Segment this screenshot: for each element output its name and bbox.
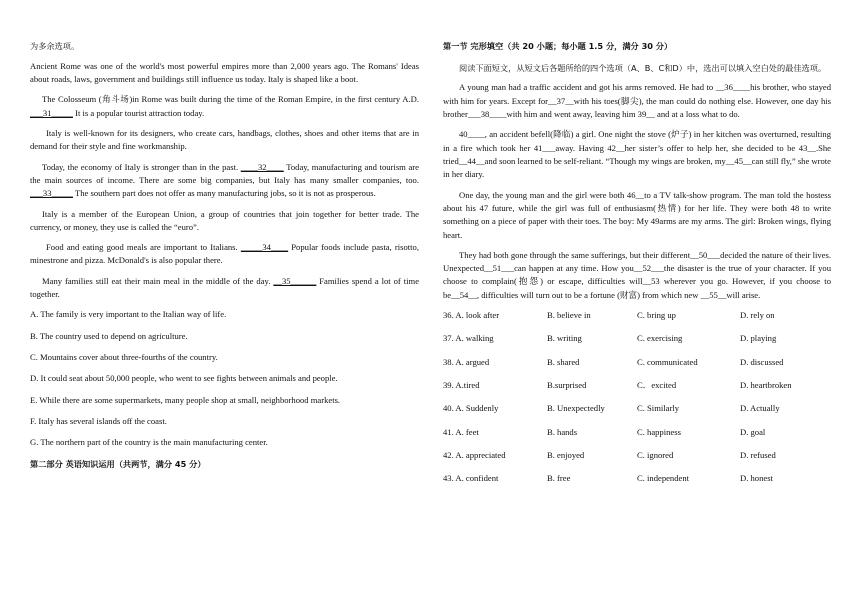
choice-c: C. Similarly [637, 403, 680, 414]
cloze-paragraph-1: A young man had a traffic accident and got his arms removed. He had to __36____his brother, who stayed with him for years. Except for__37__with his toes(脚尖), the man could do nothing else. However, one day his brother___38____with him and went away, leaving him 39__ and at a loss what to do. [443, 82, 831, 120]
choice-row [443, 379, 831, 395]
option-d: D. It could seat about 50,000 people, who went to see fights between animals and people. [30, 373, 338, 384]
option-b: B. The country used to depend on agriculture. [30, 330, 188, 341]
choice-b: B. hands [547, 426, 578, 437]
choice-c: C. ignored [637, 449, 674, 460]
blank-32: ____32____ [240, 161, 284, 172]
passage-paragraph-5: Italy is a member of the European Union, a group of countries that join together for better trade. The currency, or money, they use is called the “euro”. [30, 208, 419, 232]
passage-paragraph-7: Many families still eat their main meal in the middle of the day. __35______ Families spend a lot of time together. [30, 275, 420, 300]
choice-b: B. enjoyed [547, 449, 585, 460]
choice-d: D. goal [740, 426, 766, 437]
choice-row [443, 309, 831, 325]
choice-b: B. Unexpectedly [547, 403, 605, 414]
choice-a: 41. A. feet [443, 426, 479, 437]
cloze-paragraph-4: They had both gone through the same sufferings, but their different__50___decided the nature of their lives. Unexpected__51___can happen at any time. How you__52___the disaster is the true of your character. If you choose to complain(抱怨) or escape, difficulties will__53 wherever you go. However, if you choose to be__54__, difficulties will turn out to be a fortune (财富) from which new __55__will arise. [443, 249, 831, 300]
choice-a: 42. A. appreciated [443, 449, 506, 460]
choice-a: 36. A. look after [443, 310, 500, 321]
section-one-heading: 第一节 完形填空（共 20 小题；每小题 1.5 分，满分 30 分） [443, 41, 673, 51]
option-g: G. The northern part of the country is the main manufacturing center. [30, 437, 268, 448]
blank-33: ___33_____ [30, 188, 73, 199]
choice-row [443, 449, 831, 465]
choice-d: D. Actually [740, 403, 780, 414]
option-a: A. The family is very important to the Italian way of life. [30, 309, 227, 320]
choice-a: 38. A. argued [443, 356, 490, 367]
choice-c: C. exercising [637, 333, 683, 344]
choice-row [443, 332, 831, 348]
choice-d: D. discussed [740, 356, 784, 367]
choice-b: B.surprised [547, 379, 587, 390]
right-column [443, 40, 831, 495]
blank-34: _____34____ [240, 242, 289, 253]
choice-b: B. free [547, 473, 571, 484]
choice-d: D. honest [740, 473, 773, 484]
choice-d: D. rely on [740, 310, 775, 321]
choice-a: 37. A. walking [443, 333, 494, 344]
choice-row [443, 402, 831, 418]
choice-a: 43. A. confident [443, 473, 499, 484]
choice-row [443, 426, 831, 442]
blank-35: __35______ [273, 275, 317, 286]
instructions: 阅读下面短文，从短文后各题所给的四个选项（A、B、C和D）中，选出可以填入空白处的最佳选项。 [459, 62, 827, 73]
blank-31: ___31_____ [30, 107, 73, 118]
option-e: E. While there are some supermarkets, many people shop at small, neighborhood markets. [30, 394, 341, 405]
choice-c: C. bring up [637, 310, 676, 321]
option-c: C. Mountains cover about three-fourths of the country. [30, 352, 218, 363]
choice-c: C. independent [637, 473, 690, 484]
part-two-heading: 第二部分 英语知识运用（共两节，满分 45 分） [30, 458, 206, 469]
cloze-paragraph-3: One day, the young man and the girl were both 46__to a TV talk-show program. The man told the hostess about his 47 future, while the girl was full of enthusiasm(热情) for her life. They were both 48 to write something on a piece of paper with their toes. The boy: My 49arms are my arms. The girl: Broken wings, flying heart. [443, 189, 831, 240]
option-f: F. Italy has several islands off the coast. [30, 415, 167, 426]
passage-paragraph-6: Food and eating good meals are important to Italians. _____34____ Popular foods include pasta, risotto, minestrone and pizza. McDonald's is also popular there. [30, 242, 419, 266]
choice-b: B. writing [547, 333, 582, 344]
passage-paragraph-1: Ancient Rome was one of the world's most powerful empires more than 2,000 years ago. The Romans' Ideas about roads, laws, government and buildings still influence us today. Italy is shaped like a boot. [30, 60, 419, 85]
choice-d: D. playing [740, 333, 777, 344]
choice-b: B. shared [547, 356, 580, 367]
passage-paragraph-4: Today, the economy of Italy is stronger than in the past. ____32____ Today, manufacturing and tourism are the main sources of income. There are some big companies, but Italy has many smaller companies, too. ___33_____ The southern part does not offer as many manufacturing jobs, so it is not as prosperous. [30, 161, 419, 199]
choice-row [443, 356, 831, 372]
option-list [30, 308, 419, 449]
choices-table [443, 309, 831, 488]
left-column [30, 40, 419, 479]
choice-d: D. heartbroken [740, 379, 792, 390]
choice-c: C．excited [637, 379, 677, 390]
choice-a: 39. A.tired [443, 379, 480, 390]
top-note: 为多余选项。 [30, 41, 80, 51]
choice-a: 40. A. Suddenly [443, 403, 499, 414]
passage-paragraph-2: The Colosseum (角斗场)in Rome was built during the time of the Roman Empire, in the first century A.D. ___31_____ It is a popular tourist attraction today. [30, 94, 419, 118]
choice-row [443, 472, 831, 488]
choice-c: C. happiness [637, 426, 681, 437]
cloze-paragraph-2: 40____, an accident befell(降临) a girl. One night the stove (炉子) in her kitchen was overturned, resulting in a fire which took her 41___away. Having 42__her sister’s offer to help her, she decided to be 43__.She tried__44__and soon learned to be self-reliant. “Though my wings are broken, my__45__can still fly,” she wrote in her diary. [443, 129, 831, 180]
choice-b: B. believe in [547, 310, 591, 321]
choice-d: D. refused [740, 449, 776, 460]
passage-paragraph-3: Italy is well-known for its designers, who create cars, handbags, clothes, shoes and other items that are in demand for their style and fine workmanship. [30, 127, 419, 152]
choice-c: C. communicated [637, 356, 698, 367]
